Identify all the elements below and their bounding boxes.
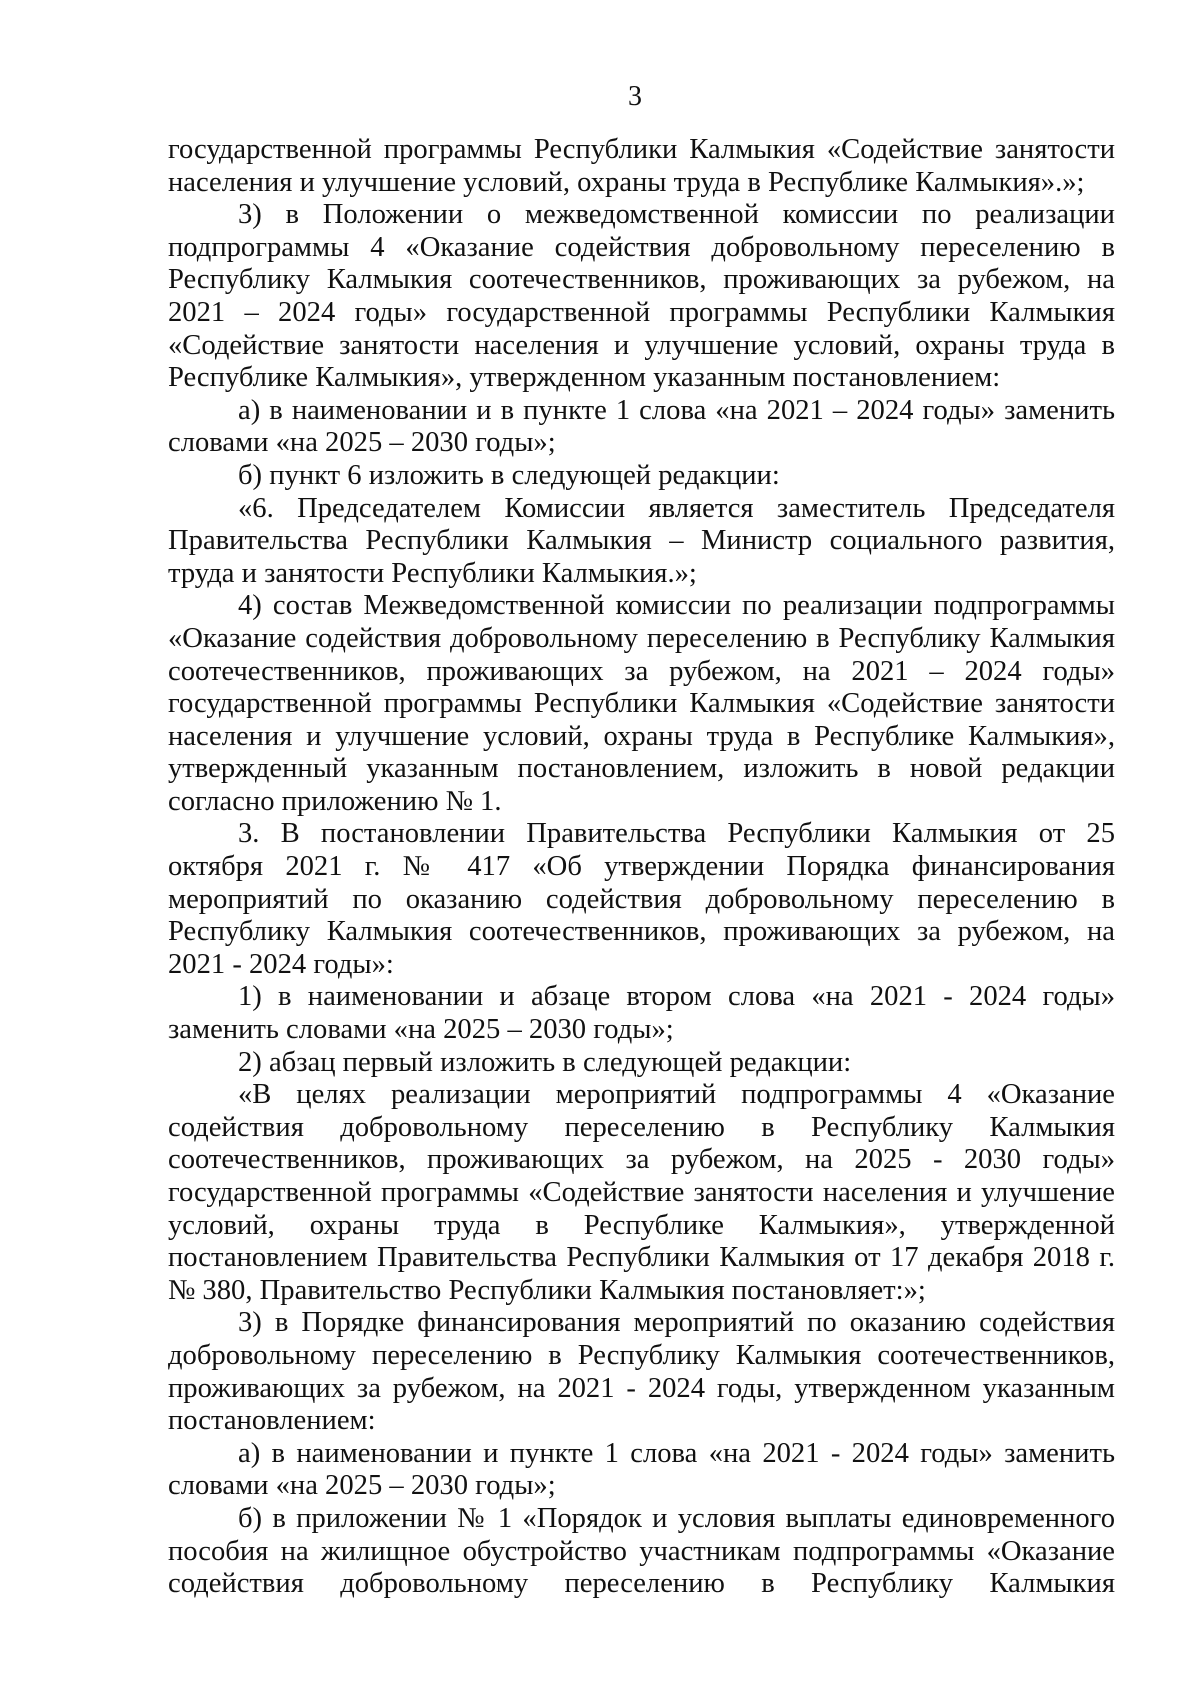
paragraph: «В целях реализации мероприятий подпрограммы 4 «Оказание содействия добровольному переселению в Республику Калмыкия соотечественников, проживающих за рубежом, на 2025 - 2030 годы» государственной программы «Содействие занятости населения и улучшение условий, охраны труда в Республике Калмыкия», утвержденной постановлением Правительства Республики Калмыкия от 17 декабря 2018 г. № 380, Правительство Республики Калмыкия постановляет:»;: [168, 1079, 1115, 1306]
paragraph: а) в наименовании и в пункте 1 слова «на 2021 – 2024 годы» заменить словами «на 2025 – 2030 годы»;: [168, 394, 1115, 459]
paragraph: 2) абзац первый изложить в следующей редакции:: [238, 1046, 852, 1078]
paragraph: 1) в наименовании и абзаце втором слова «на 2021 - 2024 годы» заменить словами «на 2025 – 2030 годы»;: [168, 981, 1115, 1046]
page-number: 3: [628, 81, 642, 112]
paragraph: 3) в Положении о межведомственной комиссии по реализации подпрограммы 4 «Оказание содействия добровольному переселению в Республику Калмыкия соотечественников, проживающих за рубежом, на 2021 – 2024 годы» государственной программы Республики Калмыкия «Содействие занятости населения и улучшение условий, охраны труда в Республике Калмыкия», утвержденном указанным постановлением:: [168, 199, 1115, 394]
paragraph: «6. Председателем Комиссии является заместитель Председателя Правительства Республики Калмыкия – Министр социального развития, труда и занятости Республики Калмыкия.»;: [168, 492, 1115, 589]
paragraph: 3) в Порядке финансирования мероприятий по оказанию содействия добровольному переселению в Республику Калмыкия соотечественников, проживающих за рубежом, на 2021 - 2024 годы, утвержденном указанным постановлением:: [168, 1307, 1115, 1437]
document-body: [168, 134, 1115, 1601]
paragraph: 4) состав Межведомственной комиссии по реализации подпрограммы «Оказание содействия добровольному переселению в Республику Калмыкия соотечественников, проживающих за рубежом, на 2021 – 2024 годы» государственной программы Республики Калмыкия «Содействие занятости населения и улучшение условий, охраны труда в Республике Калмыкия», утвержденный указанным постановлением, изложить в новой редакции согласно приложению № 1.: [168, 590, 1115, 817]
paragraph: б) пункт 6 изложить в следующей редакции:: [238, 459, 780, 491]
paragraph: 3. В постановлении Правительства Республики Калмыкия от 25 октября 2021 г. № 417 «Об утверждении Порядка финансирования мероприятий по оказанию содействия добровольному переселению в Республику Калмыкия соотечественников, проживающих за рубежом, на 2021 - 2024 годы»:: [168, 818, 1115, 980]
paragraph: б) в приложении № 1 «Порядок и условия выплаты единовременного пособия на жилищное обустройство участникам подпрограммы «Оказание содействия добровольному переселению в Республику Калмыкия: [168, 1502, 1115, 1600]
paragraph: государственной программы Республики Калмыкия «Содействие занятости населения и улучшение условий, охраны труда в Республике Калмыкия».»;: [168, 134, 1115, 198]
paragraph: а) в наименовании и пункте 1 слова «на 2021 - 2024 годы» заменить словами «на 2025 – 2030 годы»;: [168, 1437, 1115, 1502]
